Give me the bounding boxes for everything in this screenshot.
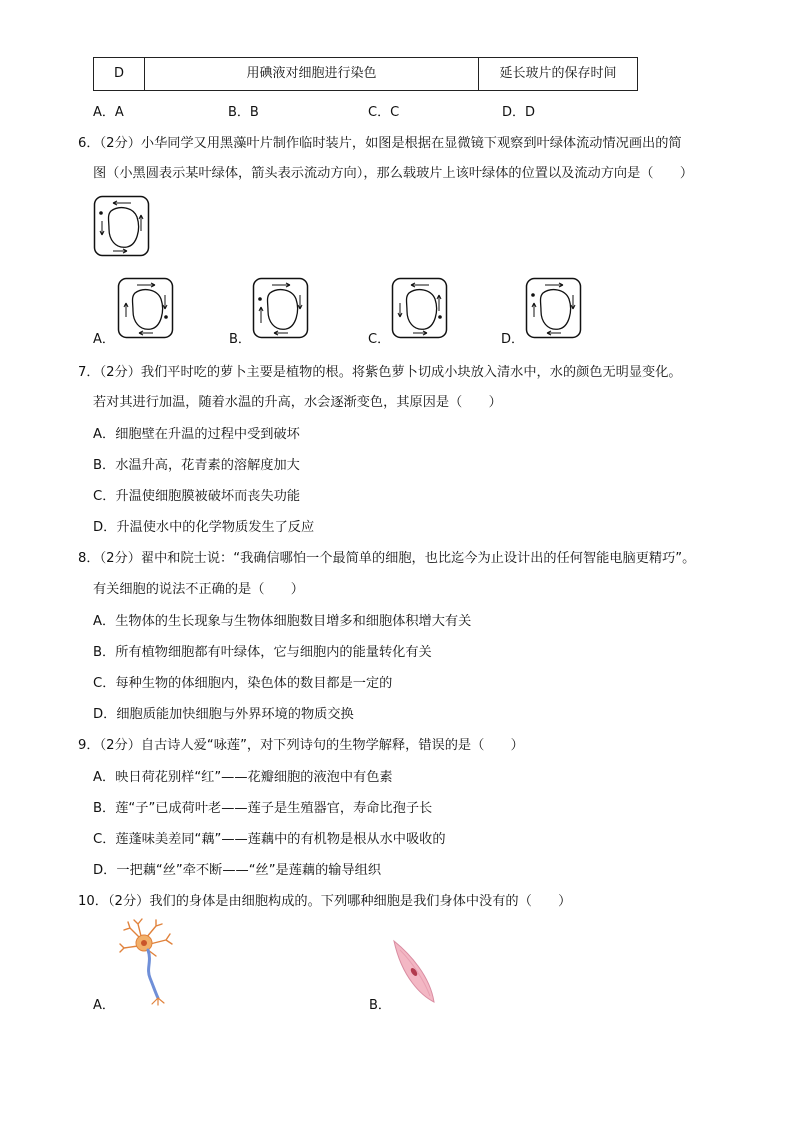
- q8-stem-line2: 有关细胞的说法不正确的是（ ）: [93, 582, 304, 597]
- q6-label-a: A．: [93, 332, 115, 347]
- q6-label-b: B．: [229, 332, 251, 347]
- q9-option-a: A．映日荷花别样“红”——花瓣细胞的液泡中有色素: [93, 770, 393, 785]
- q7-option-b: B．水温升高，花青素的溶解度加大: [93, 458, 300, 473]
- table-cell-method: 用碘液对细胞进行染色: [246, 66, 377, 81]
- table-cell-purpose: 延长玻片的保存时间: [499, 66, 617, 81]
- q9-option-b: B．莲“子”已成荷叶老——莲子是生殖器官，寿命比孢子长: [93, 801, 433, 816]
- q5-option-c: C．C: [368, 105, 400, 120]
- q7-stem-line2: 若对其进行加温，随着水温的升高，水会逐渐变色，其原因是（ ）: [93, 395, 502, 410]
- q6-option-d-figure[interactable]: [525, 277, 582, 339]
- q8-option-b: B．所有植物细胞都有叶绿体，它与细胞内的能量转化有关: [93, 645, 432, 660]
- q5-option-a: A．A: [93, 105, 124, 120]
- q9-stem-line1: 9．（2分）自古诗人爱“咏莲”，对下列诗句的生物学解释，错误的是（ ）: [78, 738, 524, 753]
- q6-option-c-figure[interactable]: [391, 277, 448, 339]
- q6-option-b-figure[interactable]: [252, 277, 309, 339]
- q5-option-d: D．D: [502, 105, 536, 120]
- q7-option-c: C．升温使细胞膜被破坏而丧失功能: [93, 489, 301, 504]
- q6-label-d: D．: [501, 332, 525, 347]
- q6-stem-line1: 6．（2分）小华同学又用黑藻叶片制作临时装片，如图是根据在显微镜下观察到叶绿体流动情况画出的简: [78, 136, 682, 151]
- q8-stem-line1: 8．（2分）翟中和院士说：“我确信哪怕一个最简单的细胞，也比迄今为止设计出的任何智能电脑更精巧”。: [78, 551, 696, 566]
- q10-label-a: A．: [93, 998, 115, 1013]
- q10-stem-line1: 10．（2分）我们的身体是由细胞构成的。下列哪种细胞是我们身体中没有的（ ）: [78, 894, 572, 909]
- q8-option-a: A．生物体的生长现象与生物体细胞数目增多和细胞体积增大有关: [93, 614, 472, 629]
- q10-neuron-image[interactable]: [116, 918, 178, 1006]
- q10-muscle-cell-image[interactable]: [390, 938, 438, 1006]
- q6-option-a-figure[interactable]: [117, 277, 174, 339]
- q7-option-d: D．升温使水中的化学物质发生了反应: [93, 520, 315, 535]
- q5-option-b: B．B: [228, 105, 259, 120]
- q9-option-d: D．一把藕“丝”牵不断——“丝”是莲藕的输导组织: [93, 863, 382, 878]
- q6-label-c: C．: [368, 332, 391, 347]
- q6-stem-line2: 图（小黑圆表示某叶绿体，箭头表示流动方向），那么载玻片上该叶绿体的位置以及流动方向是（ ）: [93, 166, 694, 181]
- q8-option-d: D．细胞质能加快细胞与外界环境的物质交换: [93, 707, 354, 722]
- q10-label-b: B．: [369, 998, 391, 1013]
- q8-option-c: C．每种生物的体细胞内，染色体的数目都是一定的: [93, 676, 393, 691]
- q6-observed-figure: [93, 195, 150, 257]
- q7-stem-line1: 7．（2分）我们平时吃的萝卜主要是植物的根。将紫色萝卜切成小块放入清水中，水的颜色无明显变化。: [78, 365, 682, 380]
- table-cell-letter: D: [113, 66, 124, 81]
- q7-option-a: A．细胞壁在升温的过程中受到破坏: [93, 427, 300, 442]
- answer-table-row: [93, 57, 638, 91]
- q9-option-c: C．莲蓬味美差同“藕”——莲藕中的有机物是根从水中吸收的: [93, 832, 446, 847]
